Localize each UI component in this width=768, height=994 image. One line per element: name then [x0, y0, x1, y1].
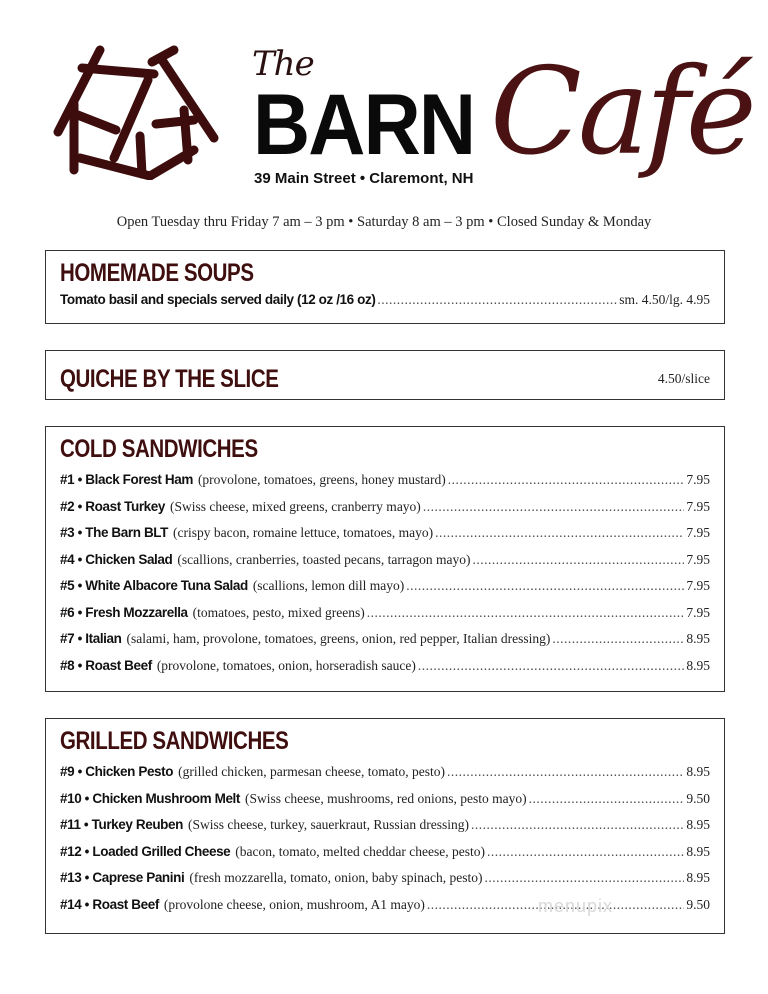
item-name: Italian — [85, 631, 122, 646]
menu-item — [60, 812, 724, 839]
item-description: (Swiss cheese, mixed greens, cranberry mayo) — [170, 498, 421, 514]
item-name: Caprese Panini — [92, 870, 185, 885]
item-price: 8.95 — [686, 631, 710, 646]
menu-item — [60, 520, 724, 547]
menu-item — [60, 494, 724, 521]
item-number: #3 • — [60, 525, 82, 540]
item-price: 7.95 — [686, 498, 710, 514]
item-name: Roast Beef — [92, 896, 159, 912]
section-title: GRILLED SANDWICHES — [60, 727, 289, 755]
item-price: 4.50/slice — [657, 371, 710, 386]
item-description: (provolone, tomatoes, greens, honey mustard) — [197, 472, 446, 487]
item-price: 8.95 — [686, 764, 710, 779]
item-number: #1 • — [60, 472, 82, 487]
item-number: #4 • — [60, 551, 82, 567]
item-number: #9 • — [60, 764, 82, 779]
item-price: 7.95 — [686, 604, 710, 620]
item-name: Chicken Salad — [85, 551, 173, 567]
address: 39 Main Street • Claremont, NH — [254, 170, 474, 187]
leader-dots — [473, 547, 685, 574]
brand-barn: BARN — [253, 77, 475, 173]
item-price: sm. 4.50/lg. 4.95 — [619, 292, 710, 307]
item-description: (Swiss cheese, turkey, sauerkraut, Russian dressing) — [187, 817, 470, 832]
item-name: Loaded Grilled Cheese — [92, 843, 231, 859]
item-number: #14 • — [60, 896, 90, 912]
leader-dots — [487, 839, 684, 866]
item-description: (provolone cheese, onion, mushroom, A1 mayo) — [163, 896, 425, 912]
leader-dots — [448, 467, 685, 494]
menu-item — [60, 467, 724, 494]
item-description: (provolone, tomatoes, onion, horseradish sauce) — [156, 657, 416, 673]
menu-item — [60, 786, 724, 813]
item-name: Black Forest Ham — [85, 472, 193, 487]
item-number: #5 • — [60, 578, 82, 593]
leader-dots — [367, 600, 685, 627]
section-cold-sandwiches — [45, 426, 725, 692]
item-price: 9.50 — [686, 896, 710, 912]
item-name: Chicken Pesto — [85, 764, 174, 779]
leader-dots — [485, 865, 685, 892]
menu-item — [60, 573, 724, 600]
brand-cafe: Café — [490, 43, 753, 182]
menu-item — [60, 865, 724, 892]
opening-hours: Open Tuesday thru Friday 7 am – 3 pm • Saturday 8 am – 3 pm • Closed Sunday & Monday — [116, 214, 652, 230]
item-name: Tomato basil and specials served daily (12 oz /16 oz) — [60, 292, 376, 307]
item-name: Fresh Mozzarella — [85, 604, 188, 620]
menu-item — [60, 759, 724, 786]
item-number: #2 • — [60, 498, 82, 514]
item-number: #8 • — [60, 657, 82, 673]
leader-dots — [418, 653, 685, 680]
menu-item — [60, 626, 724, 653]
brand-the: The — [252, 44, 314, 84]
item-number: #12 • — [60, 843, 90, 859]
menu-item — [60, 839, 724, 866]
item-description: (bacon, tomato, melted cheddar cheese, pesto) — [235, 843, 485, 859]
leader-dots — [377, 287, 617, 314]
item-price: 7.95 — [686, 578, 710, 593]
item-price: 8.95 — [686, 843, 710, 859]
leader-dots — [529, 786, 685, 813]
leader-dots — [447, 759, 684, 786]
section-title: QUICHE BY THE SLICE — [60, 365, 279, 393]
item-price: 7.95 — [686, 472, 710, 487]
item-description: (fresh mozzarella, tomato, onion, baby spinach, pesto) — [189, 870, 483, 885]
item-name: The Barn BLT — [85, 525, 168, 540]
menu-item — [60, 287, 724, 314]
item-description: (scallions, lemon dill mayo) — [252, 578, 405, 593]
item-number: #10 • — [60, 790, 90, 806]
item-price: 8.95 — [686, 657, 710, 673]
menu-item — [60, 653, 724, 680]
leader-dots — [435, 520, 684, 547]
item-description: (crispy bacon, romaine lettuce, tomatoes, mayo) — [172, 525, 434, 540]
item-name: White Albacore Tuna Salad — [85, 578, 248, 593]
item-name: Turkey Reuben — [91, 817, 183, 832]
item-number: #7 • — [60, 631, 82, 646]
item-description: (tomatoes, pesto, mixed greens) — [192, 604, 365, 620]
item-name: Chicken Mushroom Melt — [92, 790, 241, 806]
item-price: 8.95 — [686, 870, 710, 885]
leader-dots — [423, 494, 685, 521]
leader-dots — [552, 626, 684, 653]
section-grilled-sandwiches — [45, 718, 725, 934]
item-description: (grilled chicken, parmesan cheese, tomato, pesto) — [178, 764, 446, 779]
item-name: Roast Turkey — [85, 498, 166, 514]
menu-item — [60, 600, 724, 627]
item-price: 7.95 — [686, 525, 710, 540]
leader-dots — [471, 812, 684, 839]
item-price: 7.95 — [686, 551, 710, 567]
leader-dots — [406, 573, 684, 600]
section-quiche — [45, 350, 725, 400]
item-name: Roast Beef — [85, 657, 152, 673]
menu-item — [60, 892, 724, 919]
watermark: menupix — [538, 896, 614, 916]
item-number: #6 • — [60, 604, 82, 620]
item-description: (salami, ham, provolone, tomatoes, greens, onion, red pepper, Italian dressing) — [126, 631, 551, 646]
item-number: #13 • — [60, 870, 90, 885]
menu-item — [60, 547, 724, 574]
item-description: (scallions, cranberries, toasted pecans, tarragon mayo) — [177, 551, 471, 567]
item-number: #11 • — [60, 817, 89, 832]
item-description: (Swiss cheese, mushrooms, red onions, pesto mayo) — [245, 790, 527, 806]
item-price: 8.95 — [686, 817, 710, 832]
section-homemade-soups — [45, 250, 725, 324]
section-title: HOMEMADE SOUPS — [60, 259, 254, 287]
section-title: COLD SANDWICHES — [60, 435, 258, 463]
item-price: 9.50 — [686, 790, 710, 806]
barn-logo-icon — [44, 40, 220, 180]
